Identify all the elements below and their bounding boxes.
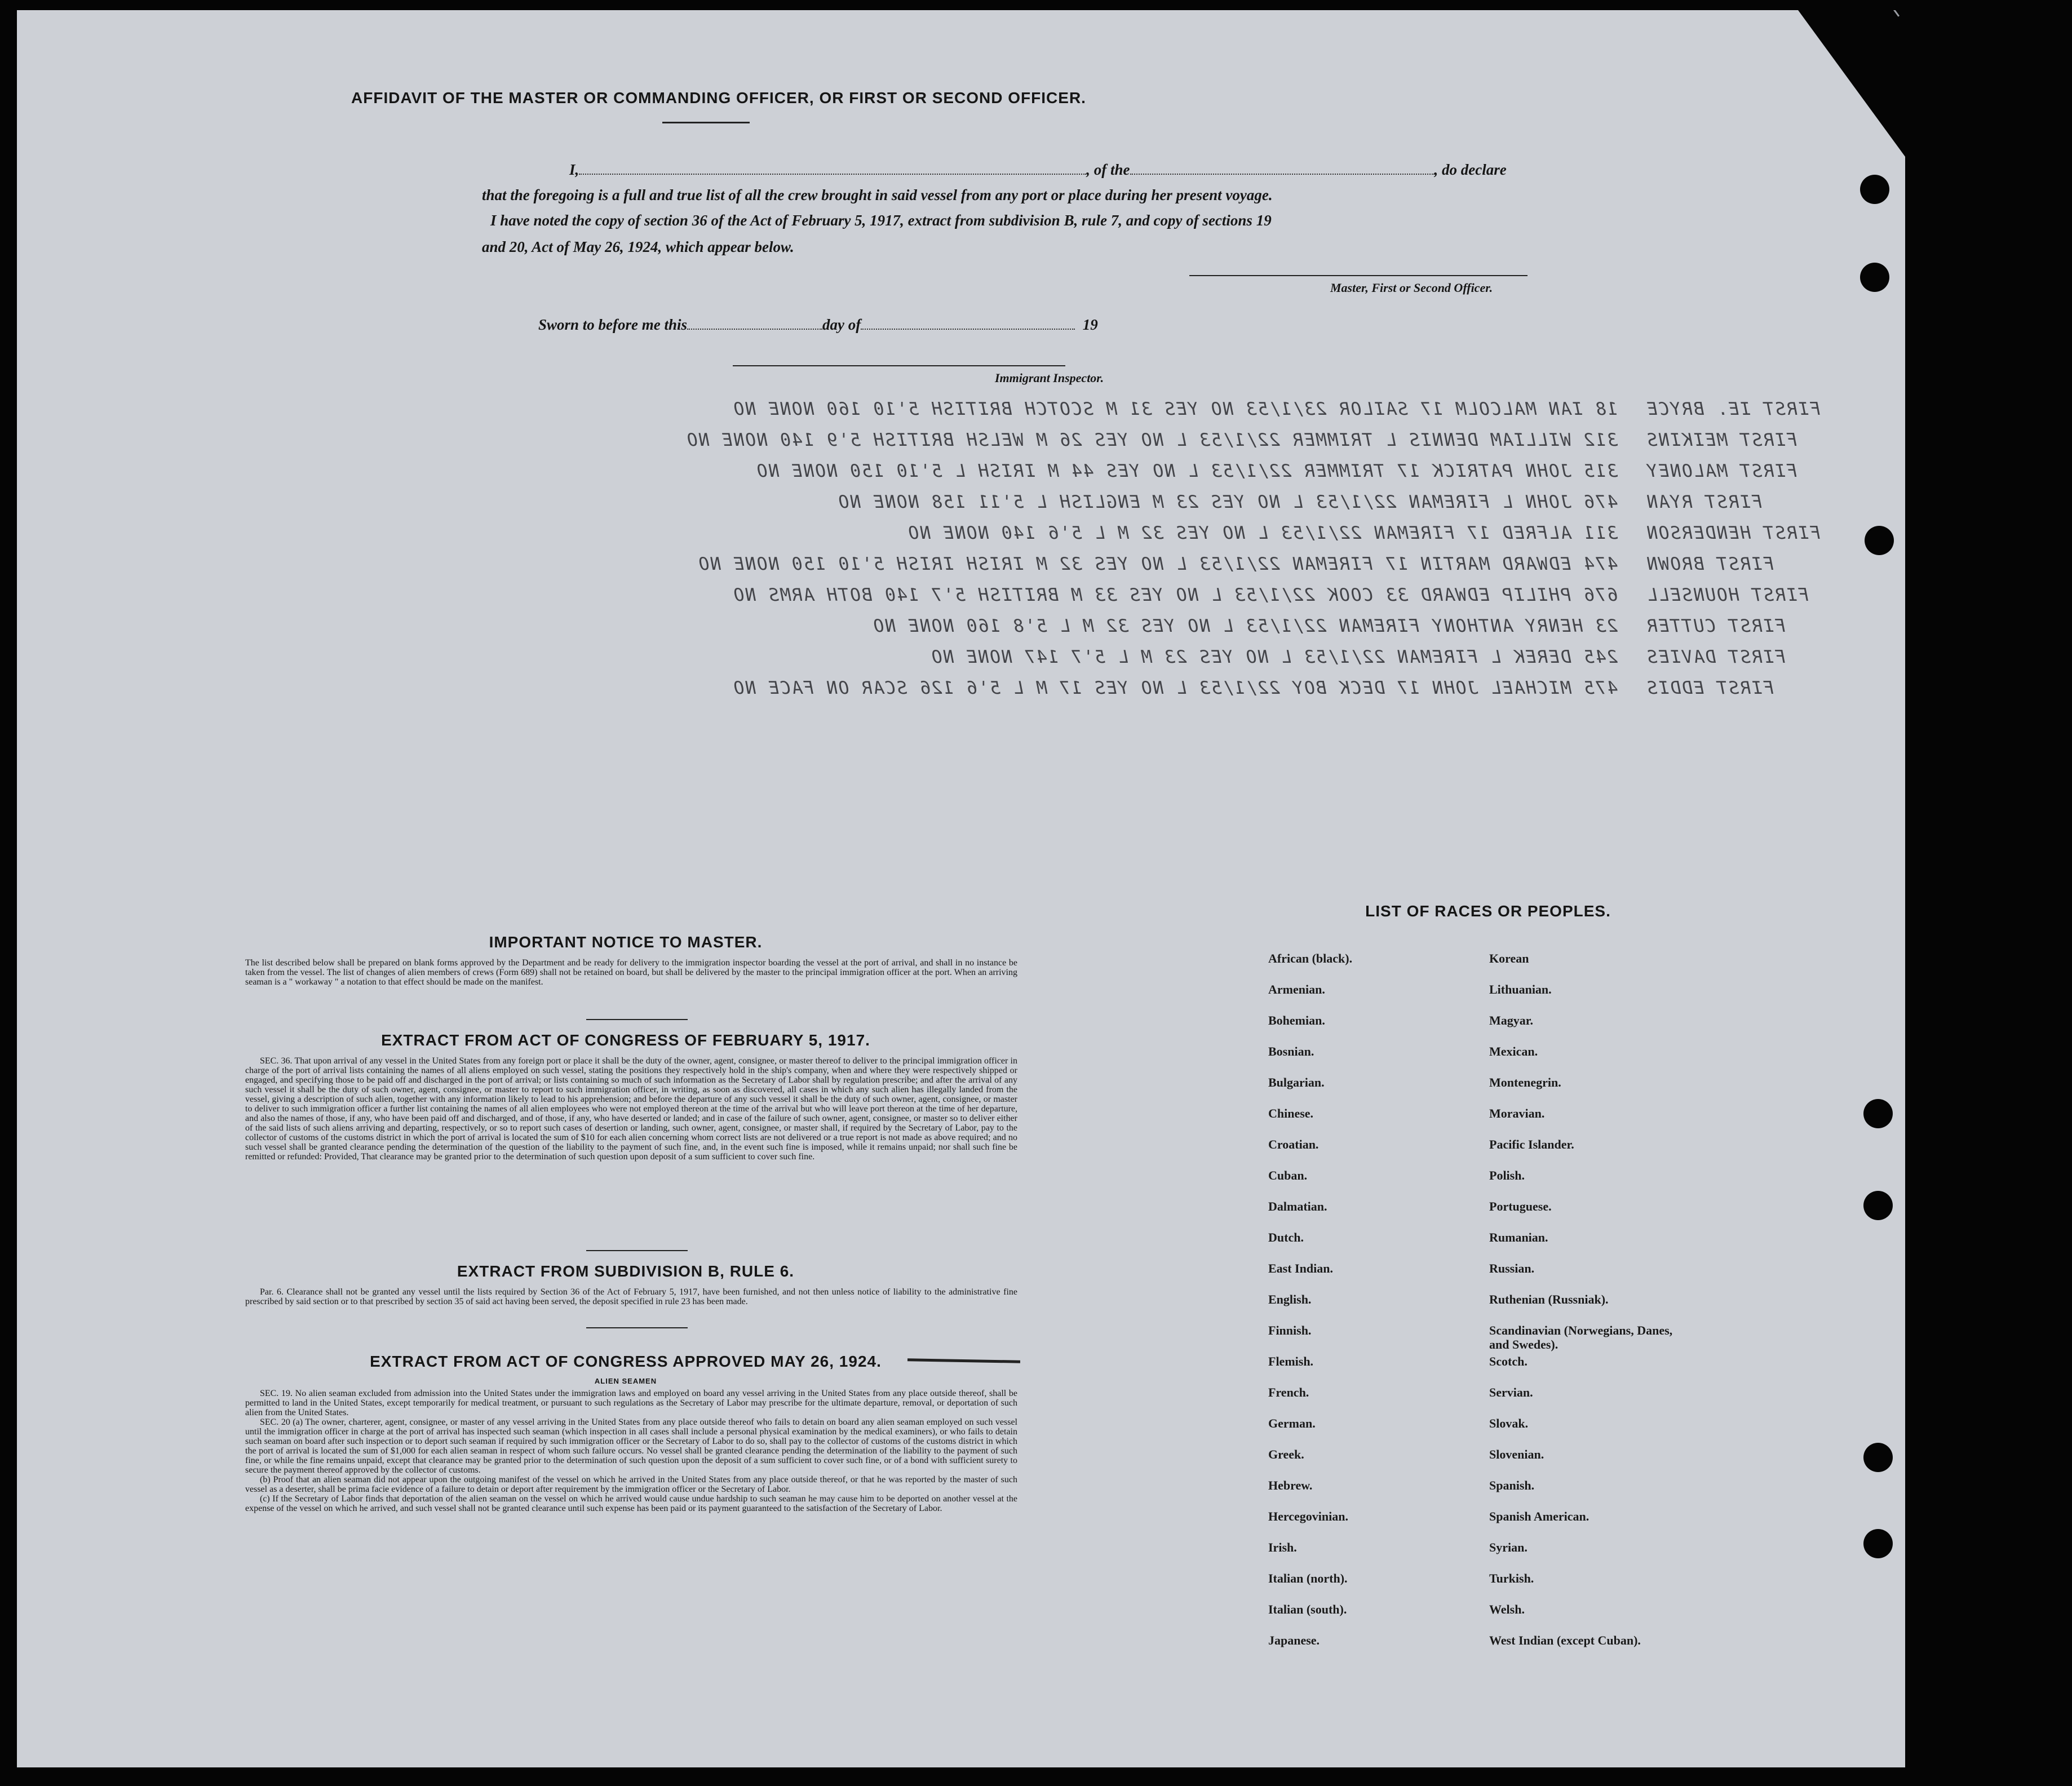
handwritten-entry: 474 EDWARD MARTIN 17 FIREMAN 22/1/53 L NO YES 32 M IRISH IRISH 5'10 150 NONE NO [697,554,1618,574]
punch-hole [1863,1443,1893,1472]
race-item: Moravian. [1489,1106,1545,1120]
race-item: Bohemian. [1268,1013,1325,1027]
extract-1924-body: SEC. 19. No alien seaman excluded from admission into the United States under the immigration laws and employed on board any vessel arriving in the United States from any place outside thereof, shall be permitted to land in the United States, except temporarily for medical treatment, or pursuant to such regulations as the Secretary of Labor may prescribe for the ultimate departure, removal, or deportation of such alien from the United States. SEC. 20 (a) The owner, charterer, agent, consignee, or master of any vessel arriving in the United States from any place outside thereof who fails to detain on board any alien seaman employed on such vessel until the immigration officer in charge at the port of arrival has inspected such seaman (which inspection in all cases shall include a personal physical examination by the medical examiners), or who fails to detain such seaman on board after such inspection or to deport such seaman if required by such immigration officer or the Secretary of Labor to do so, shall pay to the collector of customs of the customs district in which the port of arrival is located the sum of $1,000 for each alien seaman in respect of whom such failure occurs. No vessel shall be granted clearance pending the determination of the liability to the payment of such fine, or while the fine remains unpaid, except that clearance may be granted prior to the determination of such question upon the deposit of a sum sufficient to cover such fine, or of a bond with sufficient surety to secure the payment thereof approved by the collector of customs. (b) Proof that an alien seaman did not appear upon the outgoing manifest of the vessel on which he arrived in the United States from any place outside thereof, or that he was reported by the master of such vessel as a deserter, shall be prima facie evidence of a failure to detain or deport after requirement by the immigration officer or the Secretary of Labor. (c) If the Secretary of Labor finds that deportation of the alien seaman on the vessel on which he arrived would cause undue hardship to such seaman he may cause him to be deported on another vessel at the expense of the vessel on which he arrived, and such vessel shall not be granted clearance until such expense has been paid or its payment guaranteed to the satisfaction of the Secretary of Labor. [245,1389,1017,1513]
divider [586,1019,688,1020]
race-item: Lithuanian. [1489,982,1552,996]
race-item: Irish. [1268,1540,1297,1554]
punch-hole [1863,1529,1893,1558]
affidavit-line1: I, , of the , do declare [569,161,1507,178]
race-item: East Indian. [1268,1261,1333,1275]
handwritten-name: FIRST CUTTER [1646,616,1786,636]
handwritten-name: FIRST HOUNSELL [1646,585,1809,605]
race-item: Portuguese. [1489,1199,1552,1213]
divider [586,1327,688,1328]
race-item: Spanish. [1489,1478,1535,1492]
handwritten-name: FIRST MALONEY [1646,461,1797,481]
notice-title: IMPORTANT NOTICE TO MASTER. [489,933,763,951]
sworn-line: Sworn to before me this day of 19 [538,316,1098,333]
handwritten-entry: 676 PHILIP EDWARD 33 COOK 22/1/53 L NO YES 33 M BRITISH 5'7 140 BOTH ARMS NO [732,585,1618,605]
race-item: Korean [1489,951,1529,965]
handwritten-entry: 23 HENRY ANTHONY FIREMAN 22/1/53 L NO YES 32 M L 5'8 160 NONE NO [872,616,1618,636]
race-item: Turkish. [1489,1571,1534,1585]
race-item: Greek. [1268,1447,1304,1461]
handwritten-name: FIRST DAVIES [1646,647,1786,667]
race-item: African (black). [1268,951,1353,965]
handwritten-name: FIRST HENDERSON [1646,523,1821,543]
folded-corner [1798,10,1905,157]
race-item: Syrian. [1489,1540,1528,1554]
handwritten-entry: 312 WILLIAM DENNIS L TRIMMER 22/1/53 L NO YES 26 M WELSH BRITISH 5'9 140 NONE NO [685,430,1618,450]
race-item: Spanish American. [1489,1509,1590,1523]
handwritten-name: FIRST RYAN [1646,492,1763,512]
race-item: Montenegrin. [1489,1075,1561,1089]
race-item: French. [1268,1385,1309,1399]
extract-1924-subtitle: ALIEN SEAMEN [594,1377,657,1385]
affidavit-title: AFFIDAVIT OF THE MASTER OR COMMANDING OFFICER, OR FIRST OR SECOND OFFICER. [351,89,1086,107]
handwritten-entry: 18 IAN MALCOLM 17 SAILOR 23/1/53 NO YES 31 M SCOTCH BRITISH 5'10 160 NONE NO [732,399,1618,419]
race-item: Croatian. [1268,1137,1319,1151]
race-item: Slovenian. [1489,1447,1544,1461]
punch-hole [1863,1191,1893,1220]
race-item: Russian. [1489,1261,1535,1275]
punch-hole [1863,1099,1893,1128]
race-item: Dalmatian. [1268,1199,1327,1213]
extract-1924-title: EXTRACT FROM ACT OF CONGRESS APPROVED MAY 26, 1924. [370,1353,882,1370]
race-item: Hebrew. [1268,1478,1313,1492]
inspector-caption: Immigrant Inspector. [995,371,1104,385]
race-item: Magyar. [1489,1013,1534,1027]
handwritten-entry: 315 JOHN PATRICK 17 TRIMMER 22/1/53 L NO YES 44 M IRISH L 5'10 150 NONE NO [755,461,1618,481]
affidavit-line3: I have noted the copy of section 36 of the Act of February 5, 1917, extract from subdivision B, rule 7, and copy of sections 19 [490,212,1272,229]
race-item: Ruthenian (Russniak). [1489,1292,1609,1306]
title-underline [662,122,750,123]
handwritten-entry: 475 MICHAEL JOHN 17 DECK BOY 22/1/53 L NO YES 17 M L 5'6 126 SCAR ON FACE NO [732,678,1618,698]
race-item: German. [1268,1416,1316,1430]
document-page [17,10,1905,1767]
handwritten-entry: 476 JOHN L FIREMAN 22/1/53 L NO YES 23 M ENGLISH L 5'11 158 NONE NO [837,492,1618,512]
race-item: Mexican. [1489,1044,1538,1058]
punch-hole [1860,175,1889,204]
race-item: Cuban. [1268,1168,1308,1182]
race-item: Pacific Islander. [1489,1137,1574,1151]
race-item: Slovak. [1489,1416,1529,1430]
race-item: Flemish. [1268,1354,1314,1368]
divider [586,1250,688,1251]
handwritten-entry: 311 ALFRED 17 FIREMAN 22/1/53 L NO YES 32 M L 5'6 140 NONE NO [907,523,1618,543]
punch-hole [1860,263,1889,292]
race-item: Hercegovinian. [1268,1509,1348,1523]
race-item: Dutch. [1268,1230,1304,1244]
punch-hole [1865,526,1894,555]
race-item: Scotch. [1489,1354,1528,1368]
signature-line [1189,275,1528,276]
race-item: Chinese. [1268,1106,1314,1120]
race-item: Italian (north). [1268,1571,1348,1585]
subdivision-body: Par. 6. Clearance shall not be granted any vessel until the lists required by Section 36 of the Act of February 5, 1917, have been furnished, and not then unless notice of liability to the administrative fine prescribed by said section or to that prescribed by section 35 of said act having been served, the deposit specified in rule 23 has been made. [245,1287,1017,1306]
race-item: Polish. [1489,1168,1525,1182]
handwritten-name: FIRST IE. BRYCE [1646,399,1821,419]
extract-1917-title: EXTRACT FROM ACT OF CONGRESS OF FEBRUARY 5, 1917. [381,1031,870,1049]
signature-caption: Master, First or Second Officer. [1330,281,1493,295]
handwritten-name: FIRST EDDIS [1646,678,1774,698]
race-item: Welsh. [1489,1602,1525,1616]
affidavit-line4: and 20, Act of May 26, 1924, which appear below. [482,238,794,255]
race-item: Scandinavian (Norwegians, Danes, and Swedes). [1489,1323,1673,1351]
handwritten-entry: 245 DEREK L FIREMAN 22/1/53 L NO YES 23 M L 5'7 147 NONE NO [930,647,1618,667]
notice-body: The list described below shall be prepared on blank forms approved by the Department and be ready for delivery to the immigration inspector boarding the vessel at the port of arrival, and shall in no instance be taken from the vessel. The list of changes of alien members of crews (Form 689) shall not be retained on board, but shall be delivered by the master to the principal immigration officer at the port. When an arriving seaman is a " workaway " a notation to that effect should be made on the manifest. [245,958,1017,987]
handwritten-name: FIRST MEIKINS [1646,430,1797,450]
race-item: Finnish. [1268,1323,1312,1337]
inspector-line [733,365,1065,366]
handwritten-name: FIRST BROWN [1646,554,1774,574]
race-item: English. [1268,1292,1312,1306]
subdivision-title: EXTRACT FROM SUBDIVISION B, RULE 6. [457,1262,795,1280]
race-item: Japanese. [1268,1633,1320,1647]
race-item: Italian (south). [1268,1602,1347,1616]
race-item: Bulgarian. [1268,1075,1325,1089]
race-item: Servian. [1489,1385,1533,1399]
race-item: Rumanian. [1489,1230,1548,1244]
extract-1917-body: SEC. 36. That upon arrival of any vessel in the United States from any foreign port or place it shall be the duty of the owner, agent, consignee, or master thereof to deliver to the principal immigration officer in charge of the port of arrival lists containing the names of all aliens employed on such vessel, stating the positions they respectively hold in the ship's company, when and where they were respectively shipped or engaged, and specifying those to be paid off and discharged in the port of arrival; or lists containing so much of such information as the Secretary of Labor shall by regulation prescribe; and after the arrival of any such vessel it shall be the duty of such owner, agent, consignee, or master to report to such immigration officer, in writing, as soon as discovered, all cases in which any such alien has illegally landed from the vessel, giving a description of such alien, together with any information likely to lead to his apprehension; and before the departure of any such vessel it shall be the duty of such owner, agent, consignee, or master to deliver to such immigration officer a further list containing the names of all alien employees who were not employed thereon at the time of the arrival but who will leave port thereon at the time of her departure, and also the names of those, if any, who have been paid off and discharged, and of those, if any, who have deserted or landed; and in case of the failure of such owner, agent, consignee, or master so to deliver either of the said lists of such aliens arriving and departing, respectively, or so to report such cases of desertion or landing, such owner, agent, consignee, or master shall, if required by the Secretary of Labor, pay to the collector of customs of the customs district in which the port of arrival is located the sum of $10 for each alien concerning whom correct lists are not delivered or a true report is not made as above required; and no such vessel shall be granted clearance pending the determination of the question of the liability to the payment of such fine, and, in the event such fine is imposed, while it remains unpaid; nor shall such fine be remitted or refunded: Provided, That clearance may be granted prior to the determination of such question upon deposit of a sum sufficient to cover such fine. [245,1056,1017,1162]
race-item: Armenian. [1268,982,1325,996]
races-title: LIST OF RACES OR PEOPLES. [1365,902,1611,920]
race-item: Bosnian. [1268,1044,1314,1058]
race-item: West Indian (except Cuban). [1489,1633,1641,1647]
affidavit-line2: that the foregoing is a full and true list of all the crew brought in said vessel from any port or place during her present voyage. [482,187,1273,203]
